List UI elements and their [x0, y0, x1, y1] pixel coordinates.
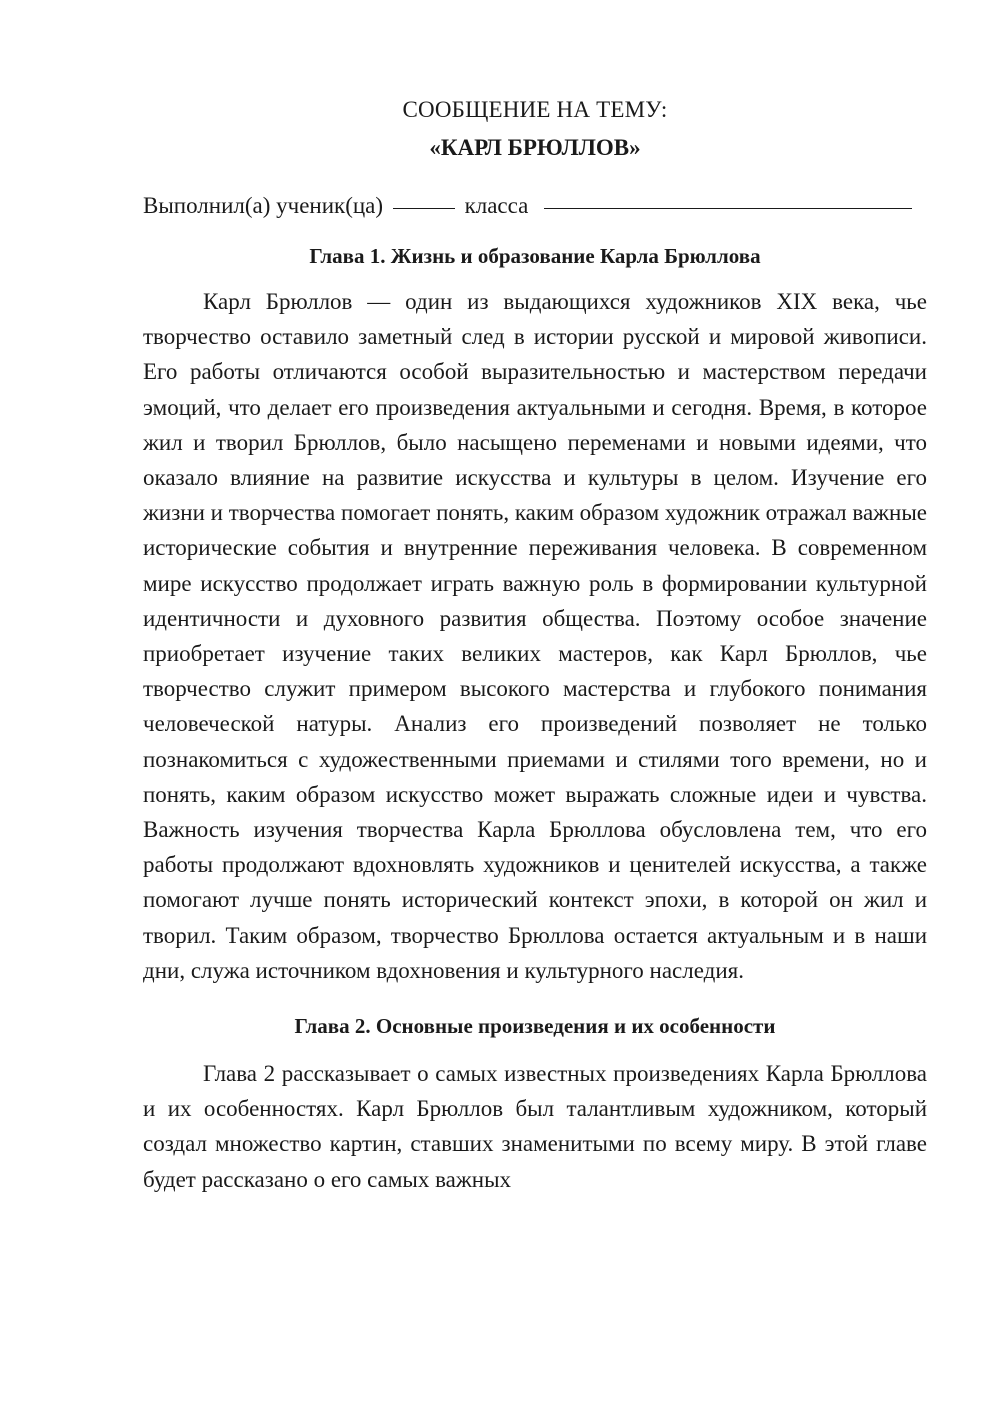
chapter-1-paragraph: Карл Брюллов — один из выдающихся художников XIX века, чье творчество оставило заметный след в истории русской и мировой живописи. Его работы отличаются особой выразительностью и мастерством передачи эмоций, что делает его произведения актуальными и сегодня. Время, в которое жил и творил Брюллов, было насыщено переменами и новыми идеями, что оказало влияние на развитие искусства и культуры в целом. Изучение его жизни и творчества помогает понять, каким образом художник отражал важные исторические события и внутренние переживания человека. В современном мире искусство продолжает играть важную роль в формировании культурной идентичности и духовного развития общества. Поэтому особое значение приобретает изучение таких великих мастеров, как Карл Брюллов, чье творчество служит примером высокого мастерства и глубокого понимания человеческой натуры. Анализ его произведений позволяет не только познакомиться с художественными приемами и стилями того времени, но и понять, каким образом искусство может выражать сложные идеи и чувства. Важность изучения творчества Карла Брюллова обусловлена тем, что его работы продолжают вдохновлять художников и ценителей искусства, а также помогают лучше понять исторический контекст эпохи, в которой он жил и творил. Таким образом, творчество Брюллова остается актуальным и в наши дни, служа источником вдохновения и культурного наследия.: [143, 289, 928, 983]
class-label: класса: [464, 193, 529, 218]
grade-blank-field: [393, 184, 455, 209]
name-blank-field: [544, 184, 912, 209]
chapter-1-heading: Глава 1. Жизнь и образование Карла Брюллова: [309, 244, 761, 268]
document-body: [143, 92, 927, 1197]
chapter-2-paragraph: Глава 2 рассказывает о самых известных произведениях Карла Брюллова и их особенностях. Карл Брюллов был талантливым художником, который создал множество картин, ставших знаменитыми по всему миру. В этой главе будет рассказано о его самых важных: [143, 1061, 927, 1192]
document-title: СООБЩЕНИЕ НА ТЕМУ:: [402, 97, 668, 122]
author-line: [143, 188, 927, 224]
performed-by-label: Выполнил(а) ученик(ца): [143, 193, 384, 218]
document-subtitle: «КАРЛ БРЮЛЛОВ»: [429, 135, 641, 160]
chapter-2-heading: Глава 2. Основные произведения и их особенности: [294, 1014, 776, 1039]
